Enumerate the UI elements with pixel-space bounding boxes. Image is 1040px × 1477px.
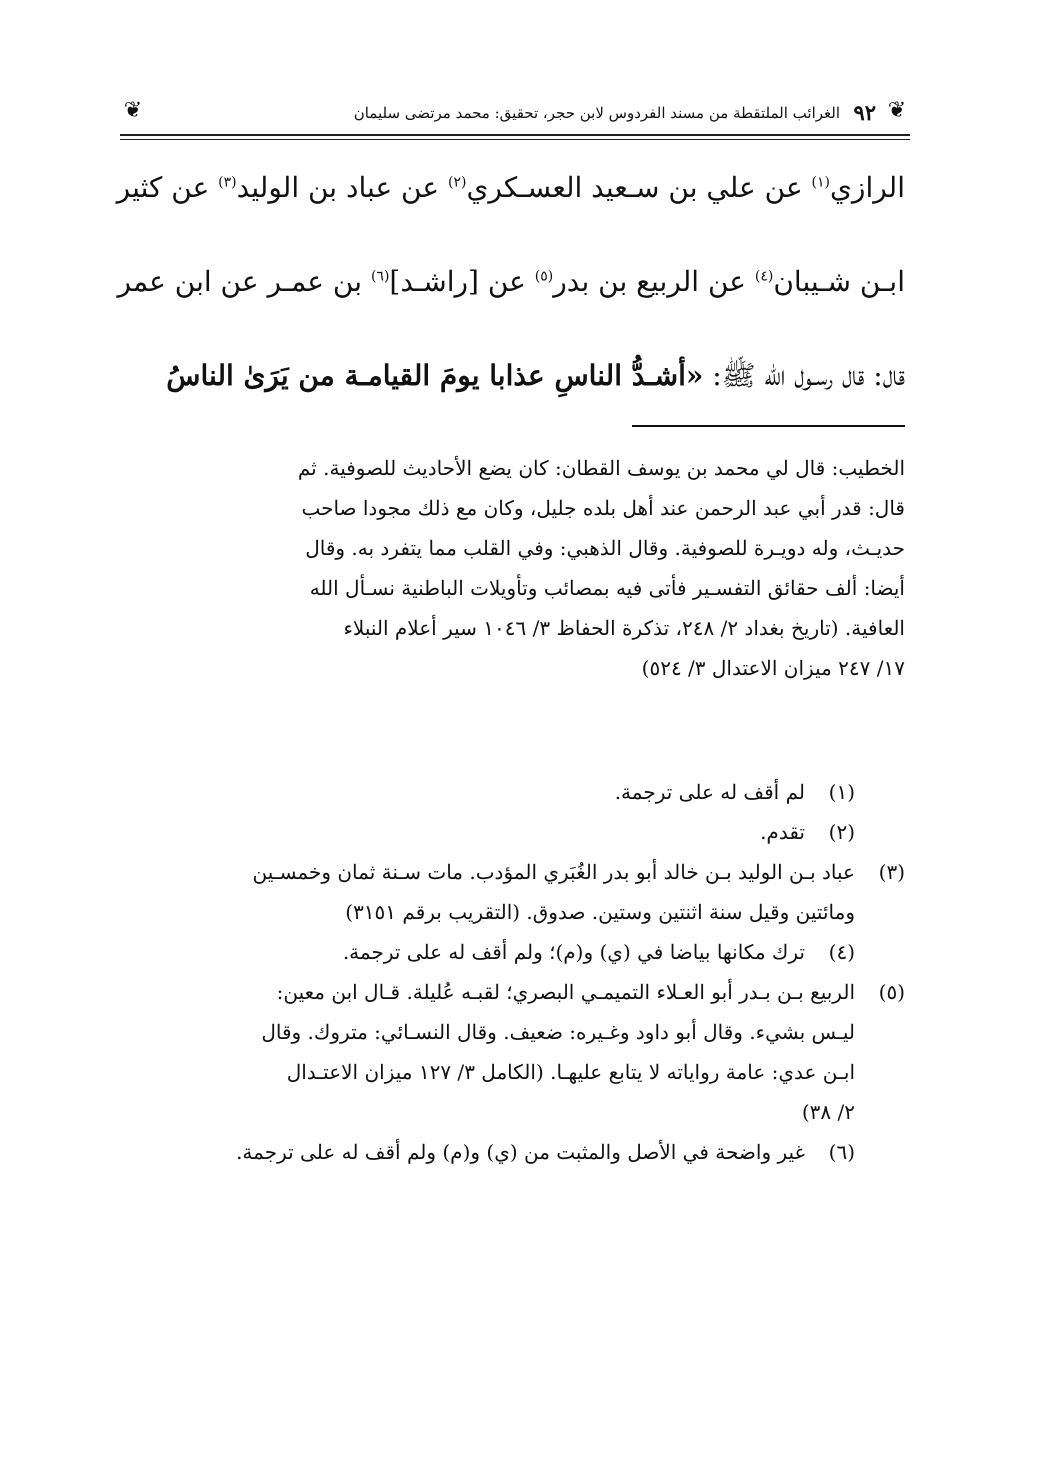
page-number: ٩٢ <box>853 100 876 125</box>
text-segment: ابـن شـيبان <box>773 265 905 298</box>
footnote-continuation <box>135 448 905 688</box>
header-rule-thin <box>120 139 910 140</box>
text-segment: الرازي <box>830 171 905 204</box>
footnote-line: ترك مكانها بياضا في (ي) و(م)؛ ولم أقف له على ترجمة. <box>342 940 805 964</box>
footnote-line: حديـث، وله دويـرة للصوفية. وقال الذهبي: وفي القلب مما يتفرد به. وقال <box>305 536 905 560</box>
footnote-line: الخطيب: قال لي محمد بن يوسف القطان: كان يضع الأحاديث للصوفية. ثم <box>297 456 905 480</box>
text-segment: عن الربيع بن بدر <box>553 265 755 298</box>
footnote-line: تقدم. <box>760 820 805 844</box>
footnote-3 <box>135 852 905 932</box>
footnote-ref-1[interactable]: (١) <box>811 174 831 191</box>
page-header <box>120 96 910 136</box>
footnote-1 <box>135 772 855 812</box>
footnote-line: لم أقف له على ترجمة. <box>614 780 805 804</box>
footnote-line: أيضا: ألف حقائق التفسـير فأتى فيه بمصائب وتأويلات الباطنية نسـأل الله <box>309 576 905 600</box>
footnote-number: (٣) <box>878 860 905 884</box>
footnote-line: غير واضحة في الأصل والمثبت من (ي) و(م) ولم أقف له على ترجمة. <box>236 1140 805 1164</box>
footnote-line: ١٧/ ٢٤٧ ميزان الاعتدال ٣/ ٥٢٤) <box>641 656 905 680</box>
footnote-line: ٢/ ٣٨) <box>801 1100 855 1124</box>
main-text-line-2 <box>117 264 905 300</box>
footnote-ref-2[interactable]: (٢) <box>447 174 467 191</box>
text-segment: قال: قال رسـول الله ﷺ: <box>703 359 905 392</box>
hadith-quote: «أشـدُّ الناسِ عذابا يومَ القيامـة من يَرَىٰ الناسُ <box>166 359 704 392</box>
footnote-line: ومائتين وقيل سنة اثنتين وستين. صدوق. (التقريب برقم ٣١٥١) <box>345 900 855 924</box>
footnote-line: العافية. (تاريخ بغداد ٢/ ٢٤٨، تذكرة الحفاظ ٣/ ١٠٤٦ سير أعلام النبلاء <box>343 616 905 640</box>
footnote-line: ليـس بشيء. وقال أبو داود وغـيره: ضعيف. وقال النسـائي: متروك. وقال <box>261 1020 855 1044</box>
footnote-line: عباد بـن الوليد بـن خالد أبو بدر الغُبَري المؤدب. مات سـنة ثمان وخمسـين <box>252 860 855 884</box>
ornament-left-icon: ❦ <box>123 98 143 123</box>
book-title: الغرائب الملتقطة من مسند الفردوس لابن حجر، تحقيق: محمد مرتضى سليمان <box>353 104 840 122</box>
text-segment: بن عمـر عن ابن عمر <box>117 265 371 298</box>
text-segment: عن [راشـد] <box>389 265 535 298</box>
header-rule <box>120 134 910 136</box>
main-text-line-1 <box>116 170 905 206</box>
footnote-line: الربيع بـن بـدر أبو العـلاء التميمـي البصري؛ لقبـه عُليلة. قـال ابن معين: <box>276 980 855 1004</box>
text-segment: عن عباد بن الوليد <box>236 171 448 204</box>
footnote-4 <box>135 932 855 972</box>
footnote-6 <box>135 1132 855 1172</box>
text-segment: عن كثير <box>116 171 219 204</box>
footnote-list <box>135 772 905 1172</box>
footnote-number: (٢) <box>828 820 855 844</box>
main-text-line-3 <box>135 358 905 394</box>
footnote-ref-3[interactable]: (٣) <box>218 174 237 191</box>
footnote-5 <box>135 972 905 1132</box>
footnote-ref-5[interactable]: (٥) <box>534 268 554 285</box>
footnote-ref-6[interactable]: (٦) <box>370 268 390 285</box>
footnote-ref-4[interactable]: (٤) <box>754 268 774 285</box>
footnote-line: ابـن عدي: عامة رواياته لا يتابع عليهـا. (الكامل ٣/ ١٢٧ ميزان الاعتـدال <box>286 1060 855 1084</box>
footnote-separator <box>632 425 905 427</box>
footnote-number: (١) <box>828 780 855 804</box>
footnote-line: قال: قدر أبي عبد الرحمن عند أهل بلده جليل، وكان مع ذلك مجودا صاحب <box>301 496 905 520</box>
footnote-number: (٤) <box>828 940 855 964</box>
footnote-number: (٥) <box>878 980 905 1004</box>
footnote-2 <box>135 812 855 852</box>
ornament-right-icon: ❦ <box>887 98 907 123</box>
footnote-number: (٦) <box>828 1140 855 1164</box>
text-segment: عن علي بن سـعيد العسـكري <box>466 171 812 204</box>
